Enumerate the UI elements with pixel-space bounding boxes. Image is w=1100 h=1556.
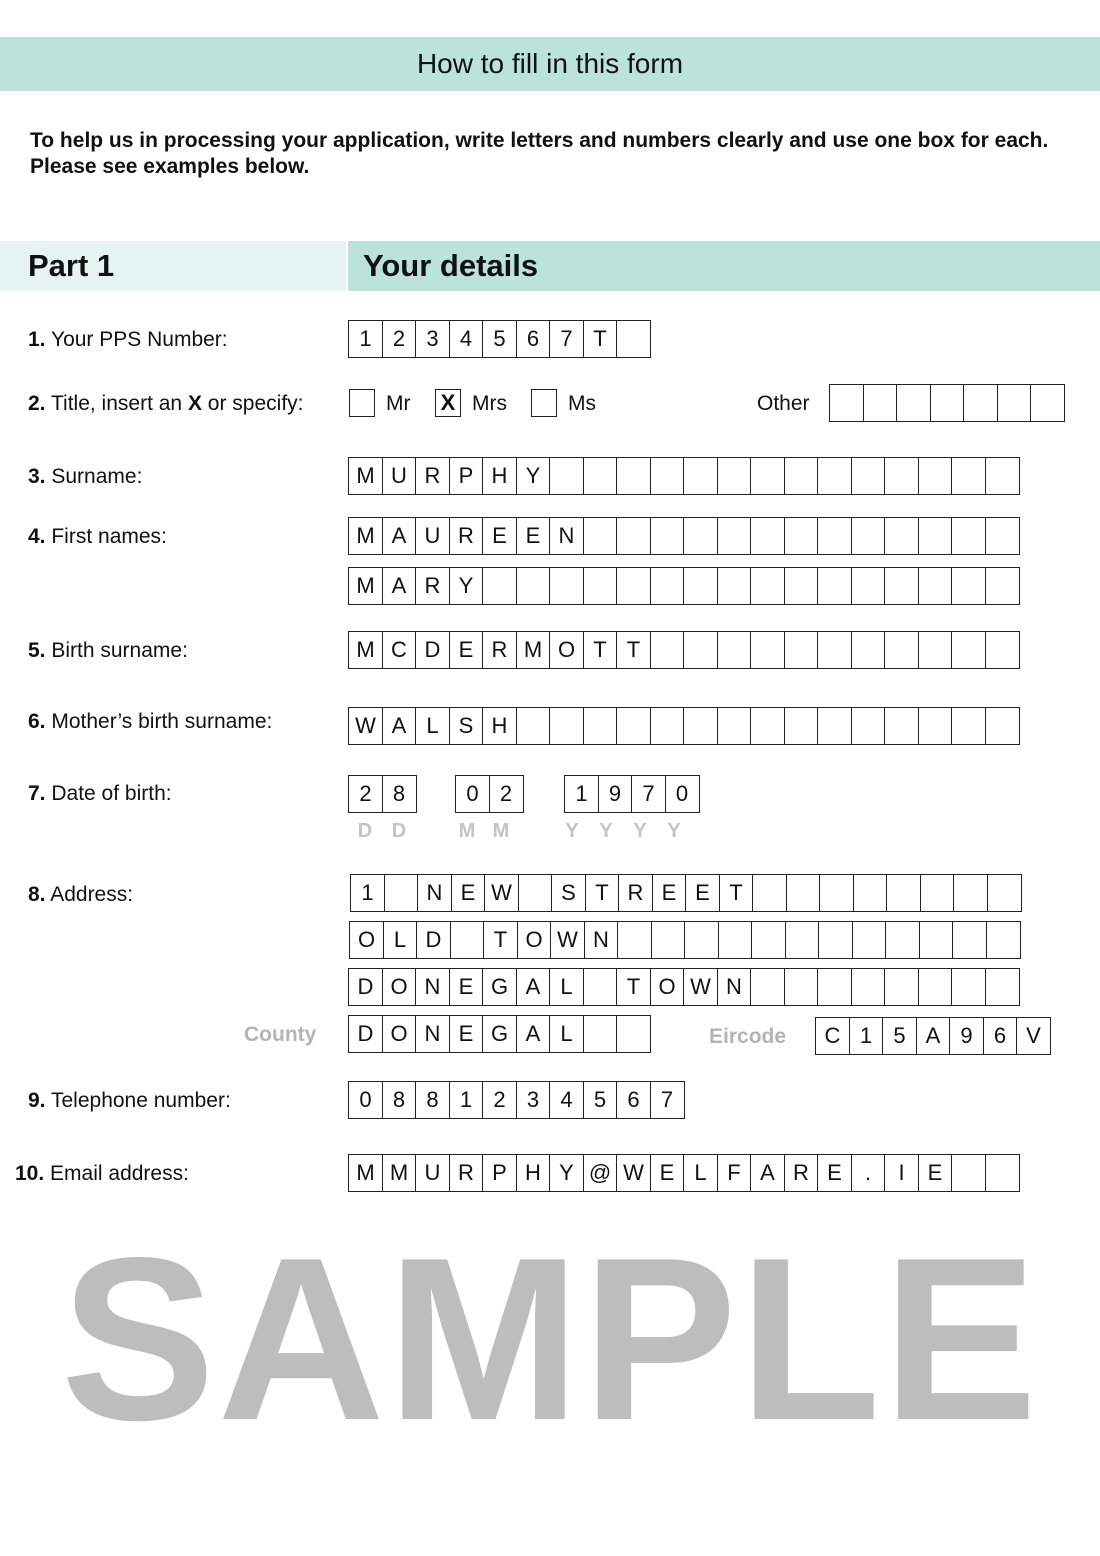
char-box[interactable]	[863, 384, 898, 422]
char-box[interactable]: 3	[516, 1081, 551, 1119]
telephone-input[interactable]	[348, 1081, 685, 1119]
char-box[interactable]	[482, 567, 517, 605]
char-box[interactable]: 7	[549, 320, 584, 358]
char-box[interactable]: R	[449, 1154, 484, 1192]
char-box[interactable]	[516, 567, 551, 605]
dob-month-input[interactable]	[455, 775, 524, 813]
char-box[interactable]	[650, 517, 685, 555]
char-box[interactable]: 9	[598, 775, 633, 813]
address-label: 8. Address:	[28, 883, 134, 906]
char-box[interactable]: 4	[549, 1081, 584, 1119]
char-box[interactable]	[784, 517, 819, 555]
char-box[interactable]	[1030, 384, 1065, 422]
part-title	[348, 241, 1100, 291]
char-box[interactable]	[616, 457, 651, 495]
char-box[interactable]: 8	[382, 775, 417, 813]
char-box[interactable]	[583, 517, 618, 555]
char-box[interactable]: D	[348, 1015, 383, 1053]
char-box[interactable]: T	[585, 874, 620, 912]
char-box[interactable]	[750, 631, 785, 669]
char-box[interactable]: A	[516, 1015, 551, 1053]
format-letter: D	[357, 820, 373, 842]
char-box[interactable]	[616, 517, 651, 555]
char-box[interactable]	[987, 874, 1022, 912]
char-box[interactable]	[616, 320, 651, 358]
title-mr-label: Mr	[386, 392, 411, 415]
part-number: Part 1	[28, 248, 115, 283]
char-box[interactable]	[951, 457, 986, 495]
char-box[interactable]	[951, 517, 986, 555]
char-box[interactable]: O	[382, 968, 417, 1006]
surname-label: 3. Surname:	[28, 465, 143, 488]
char-box[interactable]: 1	[849, 1017, 884, 1055]
char-box[interactable]: L	[549, 968, 584, 1006]
char-box[interactable]	[918, 707, 953, 745]
format-letter: Y	[633, 820, 647, 842]
title-label: 2. Title, insert an X or specify:	[28, 392, 304, 415]
char-box[interactable]	[683, 567, 718, 605]
char-box[interactable]	[919, 921, 954, 959]
char-box[interactable]	[516, 707, 551, 745]
char-box[interactable]	[851, 707, 886, 745]
char-box[interactable]	[817, 457, 852, 495]
county-input[interactable]	[348, 1015, 651, 1053]
char-box[interactable]: H	[516, 1154, 551, 1192]
char-box[interactable]	[583, 567, 618, 605]
char-box[interactable]	[817, 517, 852, 555]
char-box[interactable]	[784, 567, 819, 605]
address-line1-input[interactable]	[350, 874, 1022, 912]
char-box[interactable]: R	[784, 1154, 819, 1192]
char-box[interactable]	[650, 457, 685, 495]
char-box[interactable]	[918, 968, 953, 1006]
char-box[interactable]: L	[549, 1015, 584, 1053]
mother-birth-surname-label: 6. Mother’s birth surname:	[28, 710, 273, 733]
char-box[interactable]	[896, 384, 931, 422]
email-label: 10. Email address:	[15, 1162, 189, 1185]
birth-surname-label: 5. Birth surname:	[28, 639, 188, 662]
char-box[interactable]: M	[382, 1154, 417, 1192]
char-box[interactable]: N	[417, 874, 452, 912]
char-box[interactable]	[884, 567, 919, 605]
address-line2-input[interactable]	[349, 921, 1021, 959]
char-box[interactable]: O	[349, 921, 384, 959]
char-box[interactable]	[829, 384, 864, 422]
title-other-label: Other	[757, 392, 810, 415]
surname-input[interactable]	[348, 457, 1020, 495]
title-mrs-label: Mrs	[472, 392, 507, 415]
char-box[interactable]: M	[348, 517, 383, 555]
dob-year-format	[555, 820, 691, 843]
char-box[interactable]	[784, 631, 819, 669]
char-box[interactable]	[817, 567, 852, 605]
char-box[interactable]	[985, 707, 1020, 745]
char-box[interactable]: S	[551, 874, 586, 912]
char-box[interactable]: H	[482, 707, 517, 745]
pps-number-input[interactable]	[348, 320, 651, 358]
char-box[interactable]	[817, 631, 852, 669]
char-box[interactable]: E	[918, 1154, 953, 1192]
format-letter: Y	[599, 820, 613, 842]
county-label: County	[244, 1023, 317, 1046]
char-box[interactable]	[920, 874, 955, 912]
char-box[interactable]	[784, 968, 819, 1006]
dob-label: 7. Date of birth:	[28, 782, 172, 805]
char-box[interactable]	[752, 874, 787, 912]
birth-surname-input[interactable]	[348, 631, 1020, 669]
char-box[interactable]	[851, 631, 886, 669]
char-box[interactable]: C	[815, 1017, 850, 1055]
char-box[interactable]	[985, 567, 1020, 605]
char-box[interactable]	[930, 384, 965, 422]
intro-text: To help us in processing your application, write letters and numbers clearly and use one box for each. Please see examples below.	[30, 129, 1049, 178]
char-box[interactable]	[918, 567, 953, 605]
char-box[interactable]	[750, 567, 785, 605]
char-box[interactable]	[884, 707, 919, 745]
char-box[interactable]	[786, 874, 821, 912]
char-box[interactable]	[750, 457, 785, 495]
title-mr-checkbox[interactable]	[349, 389, 375, 417]
char-box[interactable]: A	[516, 968, 551, 1006]
char-box[interactable]	[918, 631, 953, 669]
char-box[interactable]: G	[482, 968, 517, 1006]
char-box[interactable]	[817, 968, 852, 1006]
char-box[interactable]	[951, 631, 986, 669]
char-box[interactable]	[951, 1154, 986, 1192]
email-input[interactable]	[348, 1154, 1020, 1192]
first-names-line1-input[interactable]	[348, 517, 1020, 555]
char-box[interactable]: @	[583, 1154, 618, 1192]
first-names-line2-input[interactable]	[348, 567, 1020, 605]
char-box[interactable]: L	[683, 1154, 718, 1192]
char-box[interactable]: 2	[382, 320, 417, 358]
char-box[interactable]: 6	[616, 1081, 651, 1119]
part-label	[0, 241, 346, 291]
first-names-label: 4. First names:	[28, 525, 167, 548]
char-box[interactable]: V	[1016, 1017, 1051, 1055]
char-box[interactable]: L	[383, 921, 418, 959]
char-box[interactable]: 7	[650, 1081, 685, 1119]
char-box[interactable]: 3	[415, 320, 450, 358]
char-box[interactable]	[583, 707, 618, 745]
char-box[interactable]: R	[415, 567, 450, 605]
char-box[interactable]	[651, 921, 686, 959]
char-box[interactable]	[985, 517, 1020, 555]
format-letter: M	[492, 820, 510, 842]
char-box[interactable]	[817, 707, 852, 745]
pps-label: 1. Your PPS Number:	[28, 328, 228, 351]
char-box[interactable]: 1	[350, 874, 385, 912]
char-box[interactable]: E	[650, 1154, 685, 1192]
format-letter: M	[458, 820, 476, 842]
char-box[interactable]	[549, 707, 584, 745]
char-box[interactable]: 4	[449, 320, 484, 358]
char-box[interactable]: E	[685, 874, 720, 912]
char-box[interactable]	[616, 567, 651, 605]
char-box[interactable]	[650, 707, 685, 745]
char-box[interactable]	[518, 874, 553, 912]
dob-month-format	[450, 820, 518, 843]
char-box[interactable]: N	[717, 968, 752, 1006]
banner-title: How to fill in this form	[416, 48, 684, 79]
char-box[interactable]	[750, 707, 785, 745]
format-letter: Y	[565, 820, 579, 842]
char-box[interactable]: 0	[348, 1081, 383, 1119]
char-box[interactable]	[819, 874, 854, 912]
char-box[interactable]: W	[683, 968, 718, 1006]
char-box[interactable]: A	[382, 707, 417, 745]
char-box[interactable]: U	[415, 1154, 450, 1192]
char-box[interactable]	[650, 631, 685, 669]
char-box[interactable]: E	[516, 517, 551, 555]
char-box[interactable]: 5	[882, 1017, 917, 1055]
char-box[interactable]	[683, 707, 718, 745]
char-box[interactable]: R	[415, 457, 450, 495]
char-box[interactable]: T	[719, 874, 754, 912]
char-box[interactable]	[951, 968, 986, 1006]
char-box[interactable]: E	[451, 874, 486, 912]
char-box[interactable]: R	[449, 517, 484, 555]
char-box[interactable]: M	[348, 1154, 383, 1192]
char-box[interactable]: C	[382, 631, 417, 669]
title-other-input[interactable]	[829, 384, 1065, 422]
char-box[interactable]: E	[449, 631, 484, 669]
char-box[interactable]: T	[583, 320, 618, 358]
char-box[interactable]: D	[416, 921, 451, 959]
char-box[interactable]	[851, 968, 886, 1006]
dob-year-input[interactable]	[564, 775, 700, 813]
dob-day-format	[348, 820, 416, 843]
char-box[interactable]: 2	[489, 775, 524, 813]
char-box[interactable]: T	[583, 631, 618, 669]
char-box[interactable]: 6	[516, 320, 551, 358]
char-box[interactable]: G	[482, 1015, 517, 1053]
char-box[interactable]: A	[382, 517, 417, 555]
char-box[interactable]: T	[483, 921, 518, 959]
char-box[interactable]: W	[484, 874, 519, 912]
char-box[interactable]	[963, 384, 998, 422]
char-box[interactable]	[717, 567, 752, 605]
char-box[interactable]	[852, 921, 887, 959]
char-box[interactable]	[985, 968, 1020, 1006]
eircode-input[interactable]	[815, 1017, 1051, 1055]
char-box[interactable]: R	[482, 631, 517, 669]
char-box[interactable]	[683, 457, 718, 495]
char-box[interactable]: O	[650, 968, 685, 1006]
address-line3-input[interactable]	[348, 968, 1020, 1006]
char-box[interactable]: N	[549, 517, 584, 555]
char-box[interactable]: 7	[631, 775, 666, 813]
char-box[interactable]	[818, 921, 853, 959]
char-box[interactable]	[885, 921, 920, 959]
char-box[interactable]: E	[449, 968, 484, 1006]
telephone-label: 9. Telephone number:	[28, 1089, 231, 1112]
char-box[interactable]	[750, 517, 785, 555]
char-box[interactable]	[997, 384, 1032, 422]
char-box[interactable]: Y	[516, 457, 551, 495]
char-box[interactable]: R	[618, 874, 653, 912]
char-box[interactable]: H	[482, 457, 517, 495]
char-box[interactable]	[717, 517, 752, 555]
char-box[interactable]: N	[415, 1015, 450, 1053]
char-box[interactable]: M	[348, 457, 383, 495]
char-box[interactable]: Y	[449, 567, 484, 605]
char-box[interactable]	[985, 457, 1020, 495]
char-box[interactable]: N	[415, 968, 450, 1006]
char-box[interactable]	[583, 968, 618, 1006]
char-box[interactable]: N	[584, 921, 619, 959]
char-box[interactable]: O	[549, 631, 584, 669]
char-box[interactable]	[851, 567, 886, 605]
char-box[interactable]: 6	[983, 1017, 1018, 1055]
char-box[interactable]: U	[415, 517, 450, 555]
char-box[interactable]	[450, 921, 485, 959]
title-ms-label: Ms	[568, 392, 596, 415]
char-box[interactable]	[985, 1154, 1020, 1192]
char-box[interactable]	[918, 457, 953, 495]
char-box[interactable]	[784, 457, 819, 495]
char-box[interactable]: F	[717, 1154, 752, 1192]
char-box[interactable]: 1	[449, 1081, 484, 1119]
char-box[interactable]: A	[382, 567, 417, 605]
char-box[interactable]	[953, 874, 988, 912]
char-box[interactable]	[952, 921, 987, 959]
char-box[interactable]: M	[348, 567, 383, 605]
char-box[interactable]: D	[415, 631, 450, 669]
char-box[interactable]: M	[516, 631, 551, 669]
char-box[interactable]	[549, 457, 584, 495]
char-box[interactable]: A	[916, 1017, 951, 1055]
char-box[interactable]	[717, 707, 752, 745]
char-box[interactable]: U	[382, 457, 417, 495]
char-box[interactable]: W	[616, 1154, 651, 1192]
char-box[interactable]: .	[851, 1154, 886, 1192]
char-box[interactable]	[918, 517, 953, 555]
char-box[interactable]: E	[652, 874, 687, 912]
char-box[interactable]	[884, 517, 919, 555]
char-box[interactable]: 2	[348, 775, 383, 813]
char-box[interactable]: I	[884, 1154, 919, 1192]
char-box[interactable]: P	[449, 457, 484, 495]
char-box[interactable]	[683, 517, 718, 555]
char-box[interactable]: O	[382, 1015, 417, 1053]
char-box[interactable]: L	[415, 707, 450, 745]
format-letter: Y	[667, 820, 681, 842]
sample-watermark: SAMPLE	[60, 1210, 1040, 1469]
char-box[interactable]	[985, 631, 1020, 669]
char-box[interactable]	[751, 921, 786, 959]
mother-birth-surname-input[interactable]	[348, 707, 1020, 745]
char-box[interactable]: E	[482, 517, 517, 555]
char-box[interactable]	[549, 567, 584, 605]
char-box[interactable]	[986, 921, 1021, 959]
char-box[interactable]: A	[750, 1154, 785, 1192]
char-box[interactable]: 0	[665, 775, 700, 813]
char-box[interactable]	[750, 968, 785, 1006]
char-box[interactable]: M	[348, 631, 383, 669]
char-box[interactable]: 9	[949, 1017, 984, 1055]
char-box[interactable]	[884, 631, 919, 669]
char-box[interactable]: 5	[583, 1081, 618, 1119]
part-title-text: Your details	[363, 248, 539, 283]
char-box[interactable]: 1	[348, 320, 383, 358]
char-box[interactable]: D	[348, 968, 383, 1006]
char-box[interactable]: P	[482, 1154, 517, 1192]
char-box[interactable]	[884, 457, 919, 495]
eircode-label: Eircode	[709, 1025, 787, 1048]
char-box[interactable]: 0	[455, 775, 490, 813]
format-letter: D	[391, 820, 407, 842]
char-box[interactable]: O	[517, 921, 552, 959]
char-box[interactable]: E	[449, 1015, 484, 1053]
char-box[interactable]	[616, 1015, 651, 1053]
char-box[interactable]	[717, 631, 752, 669]
title-mrs-checkbox[interactable]: X	[435, 389, 461, 417]
char-box[interactable]	[684, 921, 719, 959]
char-box[interactable]	[683, 631, 718, 669]
char-box[interactable]	[853, 874, 888, 912]
char-box[interactable]	[650, 567, 685, 605]
char-box[interactable]: 2	[482, 1081, 517, 1119]
char-box[interactable]	[884, 968, 919, 1006]
char-box[interactable]	[886, 874, 921, 912]
char-box[interactable]	[617, 921, 652, 959]
char-box[interactable]: 5	[482, 320, 517, 358]
char-box[interactable]: 1	[564, 775, 599, 813]
char-box[interactable]: S	[449, 707, 484, 745]
char-box[interactable]	[583, 457, 618, 495]
char-box[interactable]	[384, 874, 419, 912]
char-box[interactable]: 8	[382, 1081, 417, 1119]
char-box[interactable]	[851, 457, 886, 495]
char-box[interactable]: Y	[549, 1154, 584, 1192]
char-box[interactable]	[951, 707, 986, 745]
char-box[interactable]	[717, 457, 752, 495]
char-box[interactable]	[785, 921, 820, 959]
form-instructions-banner	[0, 37, 1100, 91]
char-box[interactable]: W	[550, 921, 585, 959]
char-box[interactable]	[851, 517, 886, 555]
char-box[interactable]: W	[348, 707, 383, 745]
char-box[interactable]	[718, 921, 753, 959]
char-box[interactable]: T	[616, 631, 651, 669]
char-box[interactable]	[616, 707, 651, 745]
char-box[interactable]: T	[616, 968, 651, 1006]
char-box[interactable]: 8	[415, 1081, 450, 1119]
char-box[interactable]	[784, 707, 819, 745]
title-ms-checkbox[interactable]	[531, 389, 557, 417]
char-box[interactable]	[951, 567, 986, 605]
char-box[interactable]: E	[817, 1154, 852, 1192]
char-box[interactable]	[583, 1015, 618, 1053]
dob-day-input[interactable]	[348, 775, 417, 813]
